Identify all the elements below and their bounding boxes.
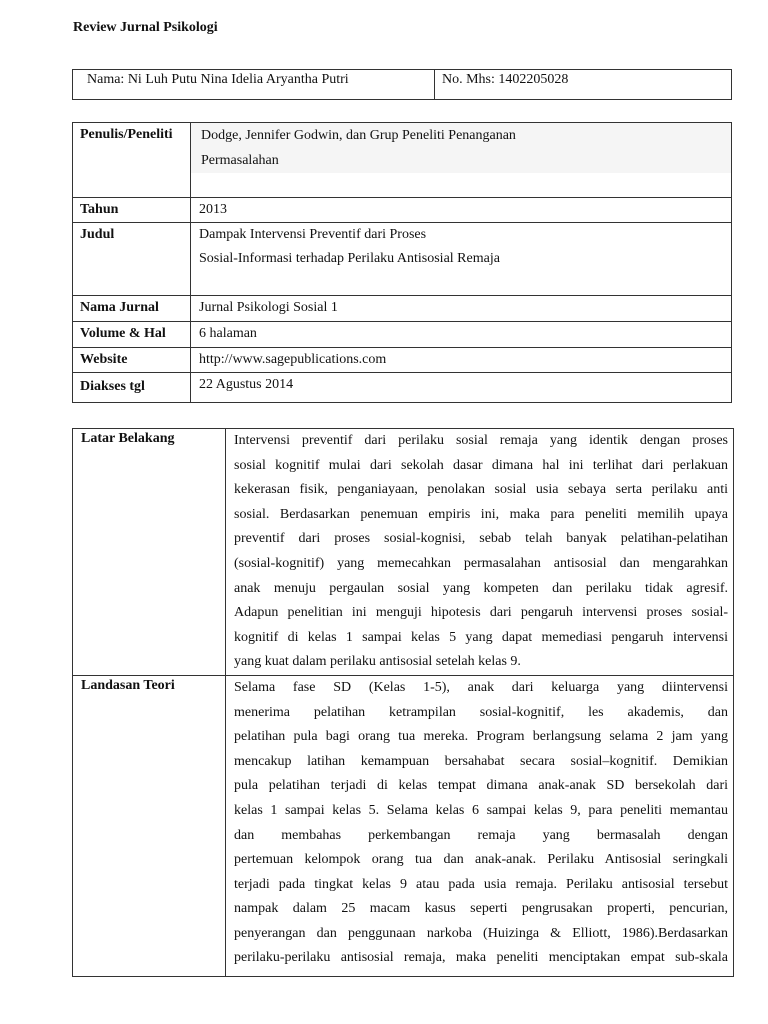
text-line: pertemuan kelompok orang tua dan anak-anak. Perilaku Antisosial seringkali bbox=[234, 852, 728, 868]
text-line: yang kuat dalam perilaku antisosial setelah kelas 9. bbox=[234, 654, 521, 670]
accessed-value: 22 Agustus 2014 bbox=[191, 373, 732, 403]
page-title: Review Jurnal Psikologi bbox=[73, 20, 218, 35]
text-line: Adapun penelitian ini menguji hipotesis dari pengaruh intervensi proses sosial- bbox=[234, 605, 728, 621]
text-line: menerima pelatihan ketrampilan sosial-kognitif, les akademis, dan bbox=[234, 704, 728, 720]
text-line: kognitif di kelas 1 sampai kelas 5 yang dapat memediasi pengaruh intervensi bbox=[234, 629, 728, 645]
text-line: pelatihan pula bagi orang tua mereka. Program berlangsung selama 2 jam yang bbox=[234, 729, 728, 745]
text-line: nampak dalam 25 macam kasus seperti pengrusakan properti, pencurian, bbox=[234, 901, 728, 917]
text-line: dan membahas perkembangan remaja yang bermasalah dengan bbox=[234, 827, 728, 843]
text-line: preventif dari proses sosial-kognisi, sebab telah banyak pelatihan-pelatihan bbox=[234, 531, 728, 547]
website-label: Website bbox=[73, 348, 191, 373]
year-label: Tahun bbox=[73, 198, 191, 223]
background-text bbox=[226, 429, 734, 676]
volume-value: 6 halaman bbox=[191, 322, 732, 348]
year-value: 2013 bbox=[191, 198, 732, 223]
text-line: anak menuju pergaulan sosial yang kompeten dan perilaku tidak agresif. bbox=[234, 580, 728, 596]
identity-table bbox=[72, 69, 732, 100]
accessed-label: Diakses tgl bbox=[73, 373, 191, 403]
student-number: No. Mhs: 1402205028 bbox=[435, 70, 732, 100]
student-name: Nama: Ni Luh Putu Nina Idelia Aryantha Putri bbox=[73, 70, 435, 100]
text-line: Intervensi preventif dari perilaku sosial remaja yang identik dengan proses bbox=[234, 433, 728, 448]
author-value: Dodge, Jennifer Godwin, dan Grup Peneliti Penanganan Permasalahan bbox=[191, 123, 732, 198]
website-value: http://www.sagepublications.com bbox=[191, 348, 732, 373]
journal-info-table bbox=[72, 122, 732, 403]
theory-label: Landasan Teori bbox=[73, 675, 226, 976]
title-label: Judul bbox=[73, 223, 191, 296]
journal-value: Jurnal Psikologi Sosial 1 bbox=[191, 296, 732, 322]
background-label: Latar Belakang bbox=[73, 429, 226, 676]
volume-label: Volume & Hal bbox=[73, 322, 191, 348]
text-line: pula pelatihan terjadi di kelas tempat dimana anak-anak SD bersekolah dari bbox=[234, 778, 728, 794]
author-label: Penulis/Peneliti bbox=[73, 123, 191, 198]
text-line: Selama fase SD (Kelas 1-5), anak dari keluarga yang diintervensi bbox=[234, 679, 728, 695]
text-line: kelas 1 sampai kelas 5. Selama kelas 6 sampai kelas 9, para peneliti memantau bbox=[234, 802, 728, 818]
text-line: perilaku-perilaku antisosial remaja, maka peneliti menciptakan empat sub-skala bbox=[234, 950, 728, 966]
text-line: mencakup latihan kemampuan bersahabat secara sosial–kognitif. Demikian bbox=[234, 753, 728, 769]
text-line: (sosial-kognitif) yang memecahkan permasalahan antisosial dan mengarahkan bbox=[234, 555, 728, 571]
text-line: sosial kognitif mulai dari sekolah dasar dimana hal ini terlihat dari perlakuan bbox=[234, 457, 728, 473]
text-line: kekerasan fisik, penganiayaan, penolakan sosial usia sebaya serta perilaku anti bbox=[234, 482, 728, 498]
theory-text bbox=[226, 675, 734, 976]
journal-label: Nama Jurnal bbox=[73, 296, 191, 322]
text-line: terjadi pada tingkat kelas 9 atau pada usia remaja. Perilaku antisosial tersebut bbox=[234, 876, 728, 892]
text-line: penyerangan dan penggunaan narkoba (Huizinga & Elliott, 1986).Berdasarkan bbox=[234, 925, 728, 941]
text-line: sosial. Berdasarkan penemuan empiris ini, maka para peneliti memilih upaya bbox=[234, 506, 728, 522]
review-content-table bbox=[72, 428, 734, 977]
title-value: Dampak Intervensi Preventif dari Proses Sosial-Informasi terhadap Perilaku Antisosial Remaja bbox=[191, 223, 732, 296]
